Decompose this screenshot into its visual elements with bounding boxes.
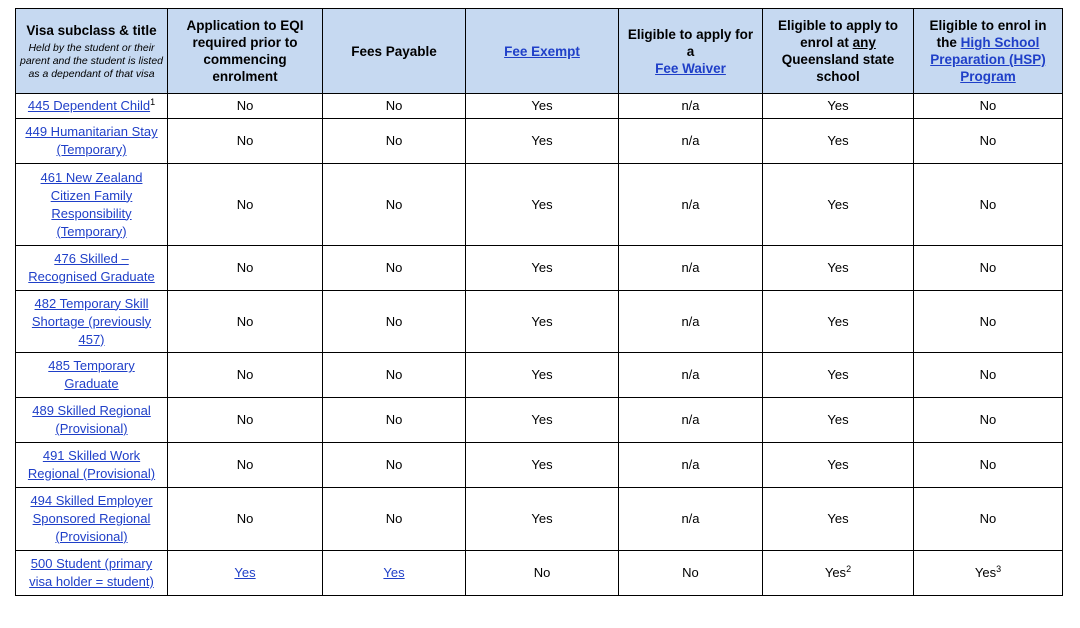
fees-payable-cell (323, 94, 466, 119)
fee-waiver-cell (619, 291, 763, 353)
hsp-eligible-value: No (979, 196, 997, 212)
header-enrol-text: Eligible to apply to enrol at (777, 18, 898, 50)
header-row (16, 9, 1063, 94)
fees-payable-cell (323, 246, 466, 291)
fee-waiver-value: n/a (681, 457, 700, 472)
footnote-marker: 3 (996, 564, 1002, 574)
visa-subclass-link[interactable]: 476 Skilled – Recognised Graduate (28, 251, 155, 284)
eqi-required-value: No (236, 260, 254, 275)
fee-waiver-cell (619, 164, 763, 246)
hsp-eligible-value: No (979, 367, 997, 382)
header-visa-note: Held by the student or their parent and the student is listed as a dependant of that visa (20, 41, 164, 80)
fee-waiver-value: No (682, 565, 699, 580)
header-enrol-text-end: Queensland state school (781, 52, 895, 84)
visa-subclass-cell (16, 488, 168, 551)
enrol-eligible-value: Yes (827, 260, 849, 275)
fee-waiver-value: n/a (681, 196, 700, 212)
header-hsp-text: Eligible to enrol in the (929, 18, 1047, 50)
enrol-eligible-cell (762, 119, 913, 164)
header-visa-title: Visa subclass & title (26, 22, 157, 38)
fee-exempt-cell (466, 94, 619, 119)
fee-exempt-link[interactable]: Fee Exempt (504, 43, 580, 59)
enrol-eligible-value: Yes (827, 511, 849, 526)
fee-waiver-link[interactable]: Fee Waiver (655, 60, 726, 76)
fee-exempt-cell (466, 291, 619, 353)
fee-waiver-cell (619, 398, 763, 443)
hsp-eligible-value: No (979, 457, 997, 472)
visa-subclass-cell (16, 551, 168, 596)
enrol-eligible-value: Yes (827, 457, 849, 472)
enrol-eligible-cell (762, 488, 913, 551)
eqi-required-cell (168, 488, 323, 551)
header-enrol-any-school (762, 9, 913, 94)
fee-exempt-cell (466, 164, 619, 246)
visa-subclass-cell (16, 398, 168, 443)
fee-exempt-cell (466, 246, 619, 291)
table-row (16, 353, 1063, 398)
fee-exempt-value: Yes (531, 196, 553, 212)
fee-waiver-value: n/a (681, 412, 700, 427)
enrol-eligible-value: Yes (827, 196, 849, 212)
fee-waiver-value: n/a (681, 260, 700, 275)
hsp-eligible-cell (913, 353, 1062, 398)
header-fees-payable: Fees Payable (323, 9, 466, 94)
enrol-eligible-cell (762, 164, 913, 246)
hsp-eligible-value: No (979, 313, 997, 329)
hsp-eligible-cell (913, 164, 1062, 246)
eqi-required-value: No (236, 367, 254, 382)
header-visa-subclass (16, 9, 168, 94)
hsp-eligible-cell (913, 94, 1062, 119)
fees-payable-value: No (385, 511, 403, 526)
fees-payable-cell (323, 119, 466, 164)
table-row (16, 94, 1063, 119)
enrol-eligible-value: Yes (827, 133, 849, 148)
fee-exempt-value: Yes (531, 313, 553, 329)
enrol-eligible-cell (762, 398, 913, 443)
eqi-required-value: No (236, 133, 254, 148)
fee-waiver-cell (619, 488, 763, 551)
fees-payable-cell (323, 164, 466, 246)
header-fee-waiver (619, 9, 763, 94)
eqi-required-cell (168, 291, 323, 353)
fee-waiver-cell (619, 353, 763, 398)
fees-payable-link[interactable]: Yes (383, 565, 405, 580)
eqi-required-cell (168, 164, 323, 246)
fee-exempt-value: Yes (531, 412, 553, 427)
eqi-required-cell (168, 94, 323, 119)
eqi-required-value: No (236, 412, 254, 427)
fees-payable-cell (323, 443, 466, 488)
hsp-eligible-value: No (979, 133, 997, 148)
enrol-eligible-cell (762, 443, 913, 488)
fee-exempt-value: Yes (531, 133, 553, 148)
fee-waiver-cell (619, 94, 763, 119)
fee-waiver-cell (619, 119, 763, 164)
fee-exempt-cell (466, 398, 619, 443)
fee-waiver-value: n/a (681, 313, 700, 329)
header-enrol-any: any (852, 35, 876, 50)
header-fee-exempt (466, 9, 619, 94)
eqi-required-cell (168, 443, 323, 488)
table-row (16, 398, 1063, 443)
fee-exempt-value: No (533, 565, 551, 580)
fees-payable-cell (323, 551, 466, 596)
fee-waiver-cell (619, 551, 763, 596)
fee-exempt-value: Yes (531, 511, 553, 526)
eqi-required-value: No (236, 98, 254, 113)
hsp-eligible-cell (913, 488, 1062, 551)
visa-subclass-link[interactable]: 500 Student (primary visa holder = student) (29, 556, 154, 589)
hsp-eligible-value: No (979, 511, 997, 526)
eqi-required-cell (168, 246, 323, 291)
fee-exempt-cell (466, 119, 619, 164)
visa-subclass-cell (16, 119, 168, 164)
header-fee-waiver-text: Eligible to apply for a (627, 26, 754, 59)
visa-subclass-link[interactable]: 482 Temporary Skill Shortage (previously 457) (31, 295, 152, 347)
enrol-eligible-cell (762, 291, 913, 353)
fee-exempt-value: Yes (531, 98, 553, 113)
fee-exempt-value: Yes (531, 367, 553, 382)
table-row (16, 246, 1063, 291)
fee-exempt-cell (466, 551, 619, 596)
fee-waiver-cell (619, 246, 763, 291)
hsp-eligible-value: No (979, 412, 997, 427)
enrol-eligible-cell (762, 353, 913, 398)
eqi-required-value: No (236, 313, 254, 329)
visa-subclass-link[interactable]: 494 Skilled Employer Sponsored Regional (Provisional) (30, 493, 153, 544)
fees-payable-value: No (385, 313, 403, 329)
hsp-eligible-cell (913, 291, 1062, 353)
table-row (16, 488, 1063, 551)
visa-subclass-cell (16, 353, 168, 398)
fee-exempt-cell (466, 443, 619, 488)
enrol-eligible-value: Yes (824, 565, 847, 580)
footnote-marker: 1 (150, 97, 156, 107)
enrol-eligible-value: Yes (827, 313, 849, 329)
table-row (16, 551, 1063, 596)
fee-waiver-cell (619, 443, 763, 488)
enrol-eligible-cell (762, 551, 913, 596)
fee-exempt-cell (466, 488, 619, 551)
fees-payable-value: No (385, 260, 403, 275)
fees-payable-cell (323, 291, 466, 353)
visa-subclass-cell (16, 94, 168, 119)
fees-payable-cell (323, 398, 466, 443)
hsp-program-link[interactable]: High School Preparation (HSP) Program (930, 35, 1046, 84)
enrol-eligible-value: Yes (827, 367, 849, 382)
hsp-eligible-cell (913, 246, 1062, 291)
fees-payable-value: No (385, 457, 403, 472)
enrol-eligible-cell (762, 246, 913, 291)
fee-waiver-value: n/a (681, 98, 700, 113)
visa-subclass-link[interactable]: 485 Temporary Graduate (48, 358, 135, 391)
enrol-eligible-cell (762, 94, 913, 119)
visa-table-container (15, 8, 1063, 596)
visa-subclass-link[interactable]: 489 Skilled Regional (Provisional) (32, 403, 151, 436)
header-eqi-application: Application to EQI required prior to commencing enrolment (168, 9, 323, 94)
fees-payable-value: No (385, 133, 403, 148)
eqi-required-cell (168, 398, 323, 443)
visa-subclass-cell (16, 443, 168, 488)
fee-exempt-value: Yes (531, 457, 553, 472)
eqi-required-value: No (236, 511, 254, 526)
table-row (16, 291, 1063, 353)
visa-subclass-link[interactable]: 445 Dependent Child (27, 98, 151, 113)
eqi-required-cell (168, 551, 323, 596)
hsp-eligible-cell (913, 398, 1062, 443)
fees-payable-value: No (385, 196, 403, 212)
enrol-eligible-value: Yes (827, 412, 849, 427)
eqi-required-value: No (236, 457, 254, 472)
table-row (16, 119, 1063, 164)
visa-subclass-link[interactable]: 449 Humanitarian Stay (Temporary) (25, 124, 158, 157)
eqi-required-cell (168, 119, 323, 164)
fee-exempt-value: Yes (531, 260, 553, 275)
visa-subclass-link[interactable]: 461 New Zealand Citizen Family Responsibility (Temporary) (40, 169, 143, 239)
visa-eligibility-table (15, 8, 1063, 596)
hsp-eligible-cell (913, 443, 1062, 488)
fee-waiver-value: n/a (681, 367, 700, 382)
table-row (16, 164, 1063, 246)
eqi-required-link[interactable]: Yes (234, 565, 256, 580)
visa-subclass-cell (16, 246, 168, 291)
eqi-required-value: No (236, 196, 254, 212)
header-hsp-program (913, 9, 1062, 94)
hsp-eligible-value: No (979, 98, 997, 113)
hsp-eligible-value: No (979, 260, 997, 275)
fees-payable-value: No (385, 367, 403, 382)
fees-payable-cell (323, 488, 466, 551)
table-row (16, 443, 1063, 488)
fees-payable-value: No (385, 412, 403, 427)
fee-waiver-value: n/a (681, 511, 700, 526)
hsp-eligible-cell (913, 551, 1062, 596)
visa-subclass-cell (16, 291, 168, 353)
visa-subclass-link[interactable]: 491 Skilled Work Regional (Provisional) (27, 448, 156, 481)
hsp-eligible-cell (913, 119, 1062, 164)
enrol-eligible-value: Yes (827, 98, 849, 113)
fee-exempt-cell (466, 353, 619, 398)
hsp-eligible-value: Yes (974, 565, 997, 580)
fees-payable-cell (323, 353, 466, 398)
fees-payable-value: No (385, 98, 403, 113)
table-body (16, 94, 1063, 596)
footnote-marker: 2 (846, 564, 852, 574)
fee-waiver-value: n/a (681, 133, 700, 148)
eqi-required-cell (168, 353, 323, 398)
visa-subclass-cell (16, 164, 168, 246)
